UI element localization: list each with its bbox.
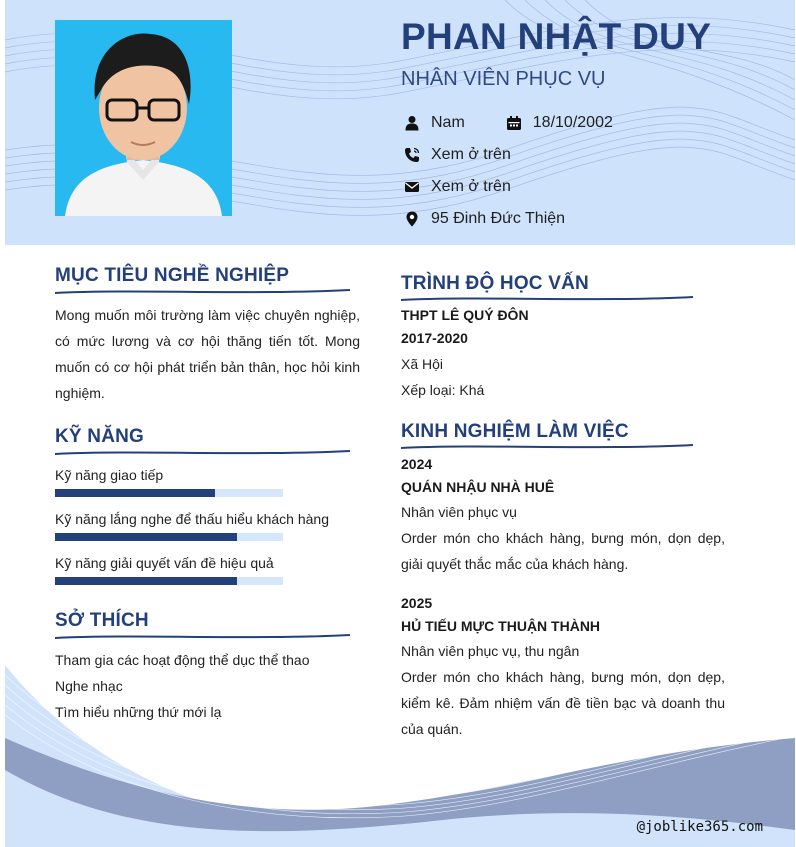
dob-value: 18/10/2002 bbox=[532, 114, 613, 131]
objective-text: Mong muốn môi trường làm việc chuyên nghiệp, có mức lương và cơ hội thăng tiến tốt. Mong muốn có cơ hội phát triển bản thân, học hỏi kinh nghiệm. bbox=[55, 307, 360, 401]
gender-value: Nam bbox=[431, 114, 465, 131]
skill-bar bbox=[55, 533, 283, 541]
phone-row bbox=[401, 143, 511, 167]
skills-heading: KỸ NĂNG bbox=[55, 426, 145, 447]
education-grade: Xếp loại: Khá bbox=[401, 382, 485, 398]
education-period: 2017-2020 bbox=[401, 330, 468, 346]
skills-underline bbox=[55, 448, 350, 458]
skill-bar-fill bbox=[55, 577, 237, 585]
calendar-icon bbox=[503, 113, 525, 133]
skill-label: Kỹ năng giải quyết vấn đề hiệu quả bbox=[55, 555, 274, 571]
hobbies-underline bbox=[55, 632, 350, 642]
experience-description: Order món cho khách hàng, bưng món, dọn dẹp, kiểm kê. Đảm nhiệm vấn đề tiền bạc và doanh thu của quán. bbox=[401, 669, 725, 737]
objective-underline bbox=[55, 287, 350, 297]
experience-description: Order món cho khách hàng, bưng món, dọn dẹp, giải quyết thắc mắc của khách hàng. bbox=[401, 530, 725, 572]
skill-bar-fill bbox=[55, 533, 237, 541]
phone-value: Xem ở trên bbox=[431, 146, 511, 163]
skill-label: Kỹ năng giao tiếp bbox=[55, 467, 164, 483]
header bbox=[5, 0, 795, 245]
experience-company: QUÁN NHẬU NHÀ HUÊ bbox=[401, 479, 555, 495]
skill-label: Kỹ năng lắng nghe để thấu hiểu khách hàng bbox=[55, 511, 330, 527]
hobby-item: Tham gia các hoạt động thể dục thể thao bbox=[55, 652, 310, 668]
email-row bbox=[401, 175, 511, 199]
phone-icon bbox=[401, 145, 423, 165]
education-major: Xã Hội bbox=[401, 356, 444, 372]
experience-year: 2025 bbox=[401, 595, 433, 611]
objective-heading: MỤC TIÊU NGHỀ NGHIỆP bbox=[55, 265, 290, 286]
experience-role: Nhân viên phục vụ, thu ngân bbox=[401, 643, 580, 659]
skill-bar-fill bbox=[55, 489, 215, 497]
experience-year: 2024 bbox=[401, 456, 433, 472]
profile-photo bbox=[55, 20, 232, 216]
user-icon bbox=[401, 113, 423, 133]
school-name: THPT LÊ QUÝ ĐÔN bbox=[401, 307, 529, 323]
candidate-name: PHAN NHẬT DUY bbox=[401, 16, 712, 57]
hobby-item: Tìm hiểu những thứ mới lạ bbox=[55, 704, 222, 720]
job-title: NHÂN VIÊN PHỤC VỤ bbox=[401, 68, 606, 90]
address-value: 95 Đinh Đức Thiện bbox=[431, 210, 566, 227]
hobby-item: Nghe nhạc bbox=[55, 678, 123, 694]
education-heading: TRÌNH ĐỘ HỌC VẤN bbox=[401, 273, 589, 294]
skill-bar bbox=[55, 577, 283, 585]
address-row bbox=[401, 207, 565, 231]
map-pin-icon bbox=[401, 209, 423, 229]
experience-company: HỦ TIẾU MỰC THUẬN THÀNH bbox=[401, 618, 601, 634]
resume-page bbox=[5, 0, 795, 847]
envelope-icon bbox=[401, 177, 423, 197]
hobbies-heading: SỞ THÍCH bbox=[55, 610, 149, 631]
experience-heading: KINH NGHIỆM LÀM VIỆC bbox=[401, 421, 629, 442]
personal-info-row bbox=[401, 111, 613, 135]
brand-watermark: @joblike365.com bbox=[636, 819, 763, 835]
skill-bar bbox=[55, 489, 283, 497]
experience-role: Nhân viên phục vụ bbox=[401, 504, 517, 520]
experience-underline bbox=[401, 442, 693, 452]
email-value: Xem ở trên bbox=[431, 178, 511, 195]
